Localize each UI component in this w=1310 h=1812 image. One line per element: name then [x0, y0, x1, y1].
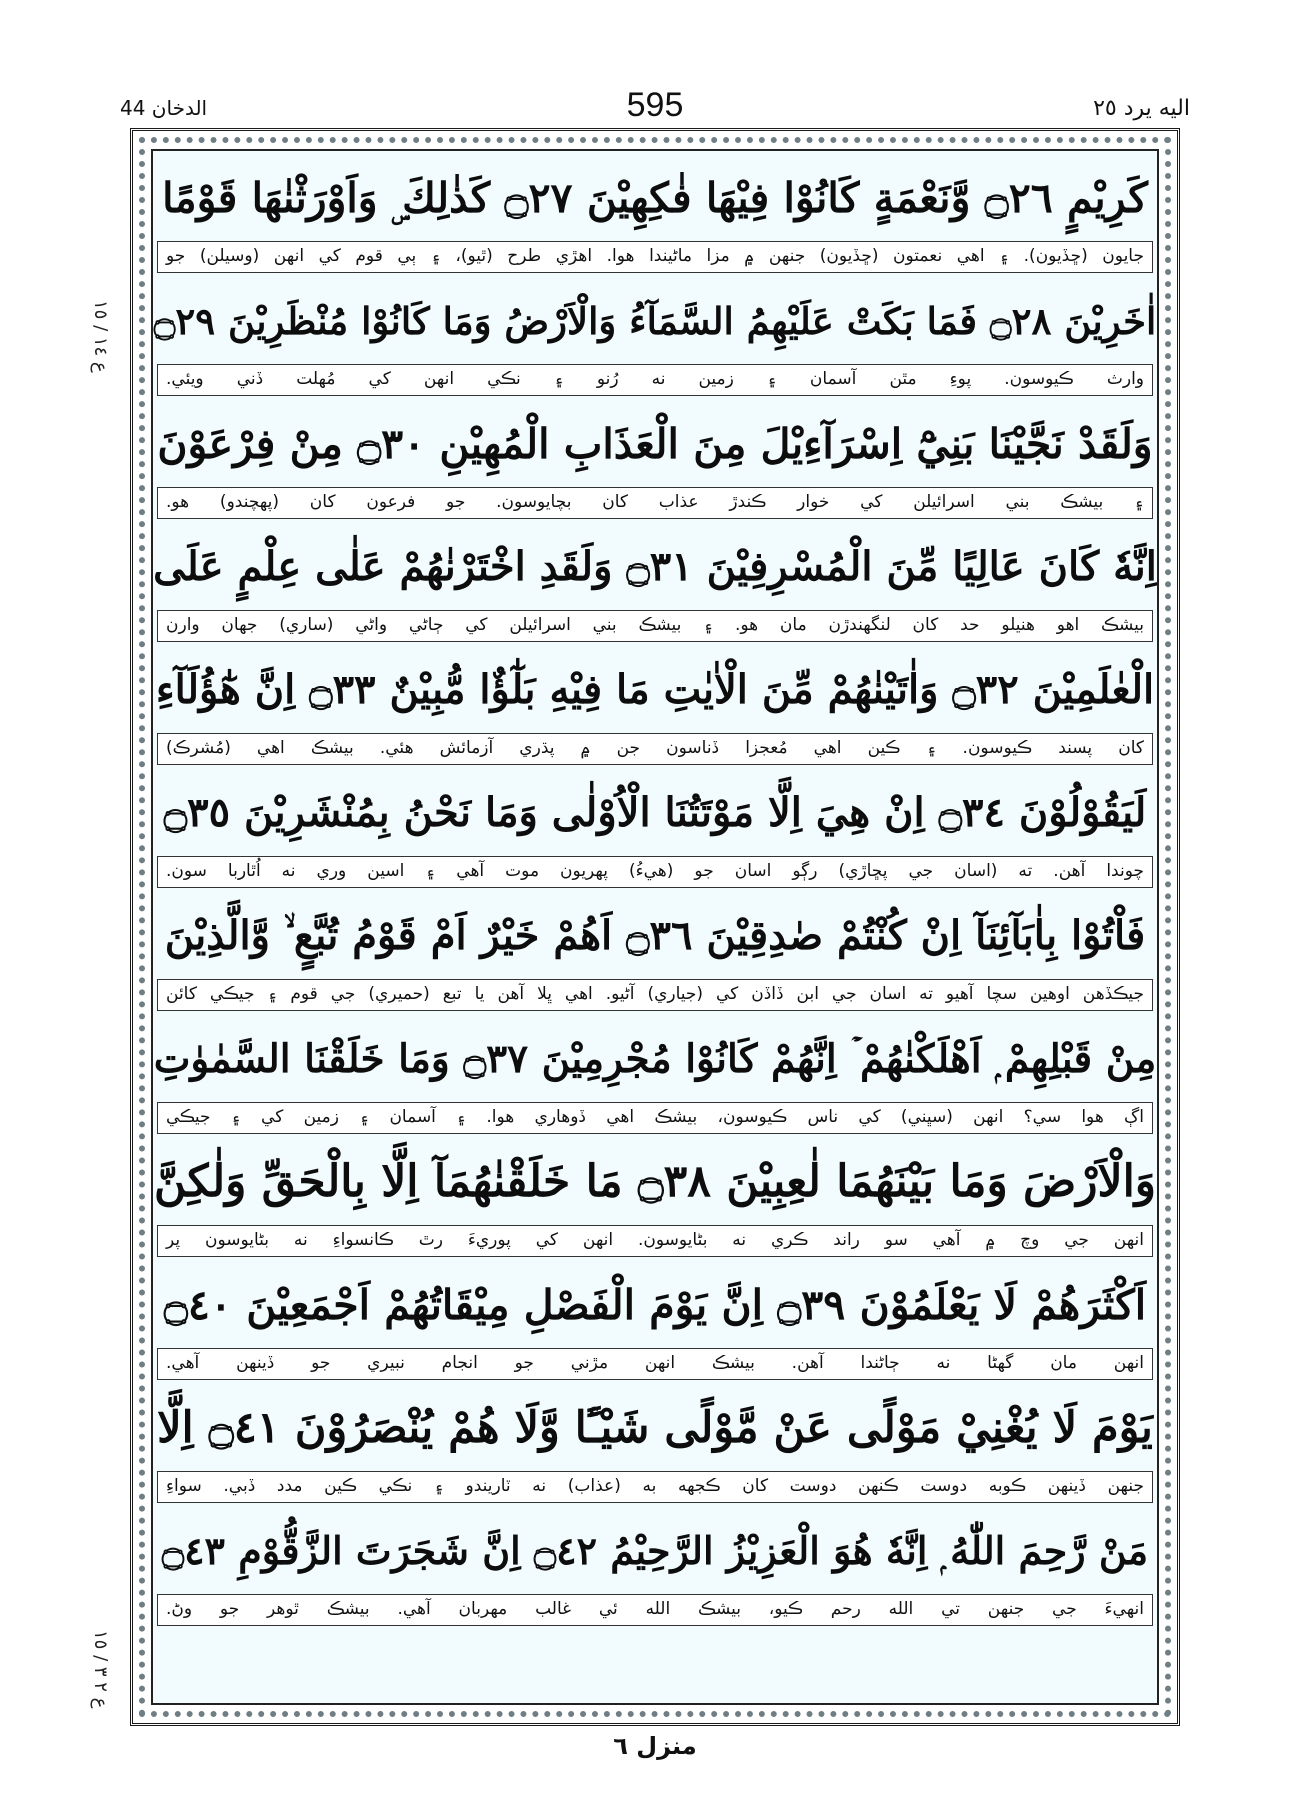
- text-area: [151, 149, 1159, 1705]
- juz-label: اليه يرد ٢٥: [1093, 96, 1190, 121]
- verse-block: [153, 278, 1157, 401]
- verse-block: [153, 1262, 1157, 1385]
- translation-line: انهن جي وچ ۾ آهي سو راند ڪري نه بڻايوسون. انهن کي پوريءَ رٿ ڪانسواءِ نه بڻايوسون پر: [157, 1225, 1153, 1257]
- arabic-line: اَكْثَرَهُمْ لَا يَعْلَمُوْنَ ۝٣٩ اِنَّ يَوْمَ الْفَصْلِ مِيْقَاتُهُمْ اَجْمَعِيْنَ ۝٤٠: [163, 1281, 1147, 1329]
- ruku-marker-1: ع ١٤ / ١٥: [90, 300, 111, 373]
- verse-block: [153, 155, 1157, 278]
- translation-line: جايون (ڇڏيون). ۽ اهي نعمتون (ڇڏيون) جنهن ۾ مزا ماڻيندا هوا. اهڙي طرح (ٿيو)، ۽ ٻي قوم کي انهن (وسيلن) جو: [157, 241, 1153, 273]
- translation-line: چوندا آهن. ته (اسان جي پڇاڙي) رڳو اسان جو (هيءُ) پهريون موت آهي ۽ اسين وري نه اُٿاربا سون.: [157, 856, 1153, 888]
- arabic-line: كَرِيْمٍ ۝٢٦ وَّنَعْمَةٍ كَانُوْا فِيْهَا فٰكِهِيْنَ ۝٢٧ كَذٰلِكَ ۣ وَاَوْرَثْنٰهَا قَوْمًا: [162, 174, 1148, 222]
- arabic-line: فَاْتُوْا بِاٰبَآئِنَآ اِنْ كُنْتُمْ صٰدِقِيْنَ ۝٣٦ اَهُمْ خَيْرٌ اَمْ قَوْمُ تُبَّعٍ ۙ وَّالَّذِيْنَ: [164, 912, 1146, 959]
- arabic-line: وَالْاَرْضَ وَمَا بَيْنَهُمَا لٰعِبِيْنَ ۝٣٨ مَا خَلَقْنٰهُمَآ اِلَّا بِالْحَقِّ وَلٰكِنَّ: [153, 1156, 1157, 1207]
- translation-line: بيشڪ اهو هنيلو حد کان لنگهندڙن مان هو. ۽ بيشڪ بني اسرائيلن کي ڄاڻي واڻي (ساري) جهان وارن: [157, 610, 1153, 642]
- verse-block: [153, 1139, 1157, 1262]
- arabic-line: وَلَقَدْ نَجَّيْنَا بَنِيْٓ اِسْرَآءِيْلَ مِنَ الْعَذَابِ الْمُهِيْنِ ۝٣٠ مِنْ فِرْعَوْنَ: [157, 420, 1153, 468]
- verse-block: [153, 1016, 1157, 1139]
- verse-block: [153, 893, 1157, 1016]
- translation-line: انهن مان گهڻا نه ڄاڻندا آهن. بيشڪ انهن مڙني جو انجام نبيري جو ڏينهن آهي.: [157, 1348, 1153, 1380]
- translation-line: کان پسند ڪيوسون. ۽ ڪين اهي مُعجزا ڏناسون جن ۾ پڌري آزمائش هئي. بيشڪ اهي (مُشرڪ): [157, 733, 1153, 765]
- verse-block: [153, 1385, 1157, 1508]
- arabic-line: يَوْمَ لَا يُغْنِيْ مَوْلًى عَنْ مَّوْلًى شَيْـًٔا وَّلَا هُمْ يُنْصَرُوْنَ ۝٤١ اِلَّا: [157, 1403, 1153, 1453]
- verse-block: [153, 524, 1157, 647]
- arabic-line: الْعٰلَمِيْنَ ۝٣٢ وَاٰتَيْنٰهُمْ مِّنَ الْاٰيٰتِ مَا فِيْهِ بَلٰٓؤٌا مُّبِيْنٌ ۝٣٣ اِنَّ هٰٓؤُلَآءِ: [155, 666, 1155, 713]
- arabic-line: مِنْ قَبْلِهِمْ ۭ اَهْلَكْنٰهُمْ ۡ اِنَّهُمْ كَانُوْا مُجْرِمِيْنَ ۝٣٧ وَمَا خَلَقْنَا السَّمٰوٰتِ: [153, 1036, 1157, 1082]
- translation-line: انهيءَ جي جنهن تي الله رحم ڪيو، بيشڪ الله ئي غالب مهربان آهي. بيشڪ ٿوهر جو وڻ.: [157, 1594, 1153, 1626]
- page-frame: [130, 128, 1180, 1726]
- translation-line: جيڪڏهن اوهين سچا آهيو ته اسان جي ابن ڏاڏن کي (جياري) آڻيو. اهي ڀلا آهن يا تبع (حميري) جي قوم ۽ جيڪي کائن: [157, 979, 1153, 1011]
- verse-block: [153, 647, 1157, 770]
- page-number: 595: [626, 86, 684, 124]
- verse-block: [153, 770, 1157, 893]
- arabic-line: اِنَّهٗ كَانَ عَالِيًا مِّنَ الْمُسْرِفِيْنَ ۝٣١ وَلَقَدِ اخْتَرْنٰهُمْ عَلٰى عِلْمٍ عَلَى: [153, 543, 1157, 590]
- arabic-line: لَيَقُوْلُوْنَ ۝٣٤ اِنْ هِيَ اِلَّا مَوْتَتُنَا الْاُوْلٰى وَمَا نَحْنُ بِمُنْشَرِيْنَ ۝٣٥: [163, 789, 1147, 836]
- translation-line: جنهن ڏينهن ڪوبه دوست ڪنهن دوست کان ڪجهه به (عذاب) نه ٽاريندو ۽ نڪي ڪين مدد ڏبي. سواءِ: [157, 1471, 1153, 1503]
- translation-line: اڳ هوا سي؟ انهن (سڀني) کي ناس ڪيوسون، بيشڪ اهي ڏوهاري هوا. ۽ آسمان ۽ زمين کي ۽ جيڪي: [157, 1102, 1153, 1134]
- surah-label: الدخان 44: [120, 96, 208, 120]
- translation-line: وارث ڪيوسون. پوءِ مٿن آسمان ۽ زمين نه رُنو ۽ نڪي انهن کي مُهلت ڏني ويئي.: [157, 364, 1153, 396]
- ruku-marker-2: ع ٢ ٣ / ١٥: [90, 1630, 111, 1709]
- verse-block: [153, 401, 1157, 524]
- page-header: [120, 88, 1190, 128]
- arabic-line: اٰخَرِيْنَ ۝٢٨ فَمَا بَكَتْ عَلَيْهِمُ السَّمَآءُ وَالْاَرْضُ وَمَا كَانُوْا مُنْظَرِيْنَ ۝٢٩: [153, 299, 1157, 343]
- translation-line: ۽ بيشڪ بني اسرائيلن کي خوار ڪندڙ عذاب کان بچايوسون. جو فرعون کان (پهچندو) هو.: [157, 487, 1153, 519]
- manzil-footer: منزل ٦: [613, 1732, 697, 1760]
- verse-block: [153, 1508, 1157, 1631]
- arabic-line: مَنْ رَّحِمَ اللّٰهُ ۭ اِنَّهٗ هُوَ الْعَزِيْزُ الرَّحِيْمُ ۝٤٢ اِنَّ شَجَرَتَ الزَّقُّوْمِ ۝٤٣: [161, 1528, 1149, 1573]
